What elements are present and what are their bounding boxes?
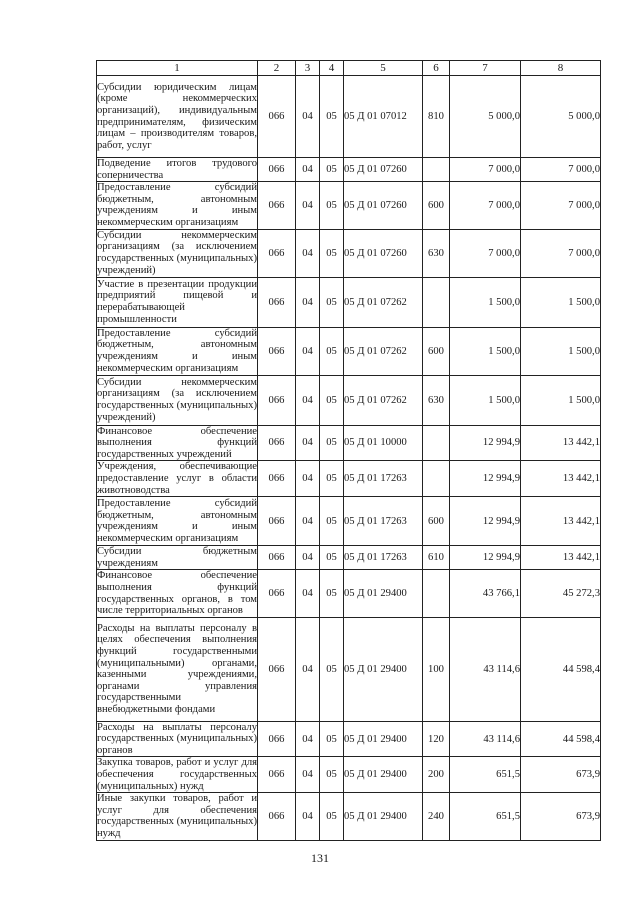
table-row — [97, 425, 601, 461]
table-row — [97, 497, 601, 546]
row-value-cell: 7 000,0 — [521, 158, 601, 182]
row-value-cell: 066 — [258, 182, 296, 229]
row-value-cell: 05 Д 01 07262 — [344, 327, 423, 375]
row-value-cell: 066 — [258, 570, 296, 617]
row-value-cell: 5 000,0 — [450, 76, 521, 158]
row-value-cell: 05 Д 01 29400 — [344, 570, 423, 617]
row-name-cell: Субсидии юридическим лицам (кроме некоммерческих организаций), индивидуальным предпринимателям, физическим лицам – производителям товаров, работ, услуг — [97, 76, 258, 158]
row-value-cell: 651,5 — [450, 757, 521, 793]
row-value-cell: 05 Д 01 29400 — [344, 793, 423, 840]
row-value-cell: 066 — [258, 229, 296, 277]
row-value-cell: 05 — [320, 375, 344, 425]
row-name-cell: Финансовое обеспечение выполнения функций государственных учреждений — [97, 425, 257, 460]
row-value-cell: 04 — [296, 277, 320, 327]
row-value-cell: 066 — [258, 277, 296, 327]
row-value-cell: 7 000,0 — [450, 229, 521, 277]
row-value-cell: 7 000,0 — [521, 182, 601, 229]
header-row — [97, 61, 601, 76]
table-row — [97, 793, 601, 840]
row-name-cell: Подведение итогов трудового соперничества — [97, 158, 257, 181]
row-name-cell: Субсидии некоммерческим организациям (за исключением государственных (муниципальных) учреждений) — [97, 229, 257, 276]
row-value-cell: 673,9 — [521, 757, 601, 793]
table-row — [97, 158, 601, 182]
column-header: 1 — [97, 61, 258, 76]
row-value-cell: 1 500,0 — [450, 375, 521, 425]
row-value-cell: 45 272,3 — [521, 570, 601, 617]
row-value-cell: 7 000,0 — [450, 158, 521, 182]
row-value-cell: 066 — [258, 76, 296, 158]
row-value-cell: 04 — [296, 757, 320, 793]
row-name-cell: Предоставление субсидий бюджетным, автономным учреждениям и иным некоммерческим организациям — [97, 327, 257, 374]
row-value-cell: 43 114,6 — [450, 617, 521, 721]
row-value-cell: 04 — [296, 793, 320, 840]
row-name-cell: Расходы на выплаты персоналу государственных (муниципальных) органов — [97, 721, 257, 756]
row-value-cell: 066 — [258, 461, 296, 497]
row-value-cell: 066 — [258, 158, 296, 182]
row-value-cell: 630 — [423, 375, 450, 425]
row-value-cell: 066 — [258, 497, 296, 546]
row-value-cell: 05 Д 01 29400 — [344, 721, 423, 757]
row-name-cell: Учреждения, обеспечивающие предоставление услуг в области животноводства — [97, 461, 257, 496]
row-value-cell: 05 — [320, 757, 344, 793]
page-number: 131 — [311, 851, 329, 865]
row-value-cell: 05 — [320, 721, 344, 757]
row-value-cell: 05 Д 01 07260 — [344, 229, 423, 277]
row-value-cell: 066 — [258, 546, 296, 570]
row-value-cell: 066 — [258, 327, 296, 375]
budget-table — [96, 60, 601, 841]
table-row — [97, 617, 601, 721]
table-row — [97, 229, 601, 277]
row-value-cell: 12 994,9 — [450, 461, 521, 497]
row-value-cell: 04 — [296, 570, 320, 617]
row-value-cell: 1 500,0 — [521, 277, 601, 327]
row-value-cell: 43 114,6 — [450, 721, 521, 757]
column-header: 2 — [258, 61, 296, 76]
row-value-cell: 1 500,0 — [450, 277, 521, 327]
table-row — [97, 277, 601, 327]
row-value-cell: 05 Д 01 07260 — [344, 182, 423, 229]
row-value-cell: 05 Д 01 17263 — [344, 461, 423, 497]
row-value-cell: 651,5 — [450, 793, 521, 840]
row-value-cell: 04 — [296, 158, 320, 182]
row-name-cell: Субсидии некоммерческим организациям (за исключением государственных (муниципальных) учреждений) — [97, 375, 258, 425]
row-value-cell: 05 Д 01 17263 — [344, 546, 423, 570]
row-value-cell: 05 — [320, 229, 344, 277]
table-row — [97, 375, 601, 425]
row-value-cell: 066 — [258, 617, 296, 721]
row-value-cell: 120 — [423, 721, 450, 757]
row-value-cell: 066 — [258, 793, 296, 840]
row-value-cell: 600 — [423, 182, 450, 229]
row-name-cell: Предоставление субсидий бюджетным, автономным учреждениям и иным некоммерческим организациям — [97, 182, 257, 228]
row-value-cell: 04 — [296, 425, 320, 461]
row-value-cell: 7 000,0 — [450, 182, 521, 229]
row-value-cell: 100 — [423, 617, 450, 721]
row-value-cell: 066 — [258, 375, 296, 425]
row-value-cell: 04 — [296, 497, 320, 546]
row-value-cell: 7 000,0 — [521, 229, 601, 277]
row-name-cell: Иные закупки товаров, работ и услуг для обеспечения государственных (муниципальных) нужд — [97, 793, 257, 840]
row-name-cell: Участие в презентации продукции предприятий пищевой и перерабатывающей промышленности — [97, 277, 258, 327]
row-value-cell: 066 — [258, 721, 296, 757]
row-value-cell: 05 Д 01 29400 — [344, 617, 423, 721]
row-value-cell: 05 Д 01 10000 — [344, 425, 423, 461]
row-value-cell: 066 — [258, 425, 296, 461]
table-row — [97, 546, 601, 570]
column-header: 3 — [296, 61, 320, 76]
row-value-cell: 05 — [320, 76, 344, 158]
column-header: 8 — [521, 61, 601, 76]
row-value-cell: 05 — [320, 617, 344, 721]
row-value-cell: 05 — [320, 158, 344, 182]
column-header: 6 — [423, 61, 450, 76]
row-value-cell: 44 598,4 — [521, 617, 601, 721]
row-value-cell: 05 — [320, 277, 344, 327]
row-value-cell: 13 442,1 — [521, 425, 601, 461]
table-row — [97, 327, 601, 375]
table-row — [97, 721, 601, 757]
row-value-cell — [423, 461, 450, 497]
row-value-cell: 05 — [320, 425, 344, 461]
row-value-cell: 05 Д 01 17263 — [344, 497, 423, 546]
row-value-cell: 04 — [296, 76, 320, 158]
column-header: 5 — [344, 61, 423, 76]
row-value-cell: 04 — [296, 461, 320, 497]
table-row — [97, 76, 601, 158]
row-value-cell: 5 000,0 — [521, 76, 601, 158]
row-value-cell: 1 500,0 — [521, 375, 601, 425]
row-value-cell: 05 Д 01 29400 — [344, 757, 423, 793]
row-value-cell: 43 766,1 — [450, 570, 521, 617]
row-value-cell: 05 Д 01 07012 — [344, 76, 423, 158]
row-value-cell: 04 — [296, 182, 320, 229]
row-value-cell: 04 — [296, 375, 320, 425]
row-value-cell: 600 — [423, 497, 450, 546]
row-value-cell: 05 Д 01 07262 — [344, 277, 423, 327]
row-name-cell: Предоставление субсидий бюджетным, автономным учреждениям и иным некоммерческим организациям — [97, 497, 257, 544]
row-value-cell: 13 442,1 — [521, 497, 601, 546]
row-value-cell — [423, 570, 450, 617]
row-value-cell: 13 442,1 — [521, 546, 601, 570]
row-value-cell: 05 Д 01 07262 — [344, 375, 423, 425]
row-value-cell: 240 — [423, 793, 450, 840]
row-value-cell: 04 — [296, 617, 320, 721]
row-value-cell: 1 500,0 — [450, 327, 521, 375]
row-value-cell: 200 — [423, 757, 450, 793]
row-value-cell: 066 — [258, 757, 296, 793]
row-value-cell: 600 — [423, 327, 450, 375]
table-row — [97, 182, 601, 229]
table-row — [97, 757, 601, 793]
row-value-cell — [423, 277, 450, 327]
row-value-cell: 05 — [320, 327, 344, 375]
row-value-cell: 05 — [320, 182, 344, 229]
table-row — [97, 570, 601, 617]
row-value-cell: 673,9 — [521, 793, 601, 840]
row-value-cell: 05 — [320, 793, 344, 840]
row-value-cell: 12 994,9 — [450, 497, 521, 546]
row-value-cell: 05 — [320, 497, 344, 546]
row-value-cell: 04 — [296, 546, 320, 570]
row-value-cell — [423, 425, 450, 461]
row-value-cell: 05 — [320, 546, 344, 570]
row-name-cell: Закупка товаров, работ и услуг для обеспечения государственных (муниципальных) нужд — [97, 757, 257, 792]
row-value-cell: 05 — [320, 570, 344, 617]
row-value-cell: 630 — [423, 229, 450, 277]
row-value-cell: 610 — [423, 546, 450, 570]
row-value-cell: 04 — [296, 229, 320, 277]
row-value-cell: 12 994,9 — [450, 546, 521, 570]
row-value-cell: 44 598,4 — [521, 721, 601, 757]
column-header: 7 — [450, 61, 521, 76]
row-value-cell — [423, 158, 450, 182]
row-value-cell: 04 — [296, 327, 320, 375]
row-name-cell: Финансовое обеспечение выполнения функций государственных органов, в том числе территориальных органов — [97, 570, 257, 617]
row-name-cell: Субсидии бюджетным учреждениям — [97, 546, 257, 569]
row-name-cell: Расходы на выплаты персоналу в целях обеспечения выполнения функций государственными (муниципальными) органами, казенными учреждениями, органами управления государственными внебюджетными фондами — [97, 617, 258, 721]
table-row — [97, 461, 601, 497]
row-value-cell: 04 — [296, 721, 320, 757]
row-value-cell: 05 Д 01 07260 — [344, 158, 423, 182]
column-header: 4 — [320, 61, 344, 76]
row-value-cell: 05 — [320, 461, 344, 497]
row-value-cell: 12 994,9 — [450, 425, 521, 461]
row-value-cell: 810 — [423, 76, 450, 158]
row-value-cell: 13 442,1 — [521, 461, 601, 497]
row-value-cell: 1 500,0 — [521, 327, 601, 375]
